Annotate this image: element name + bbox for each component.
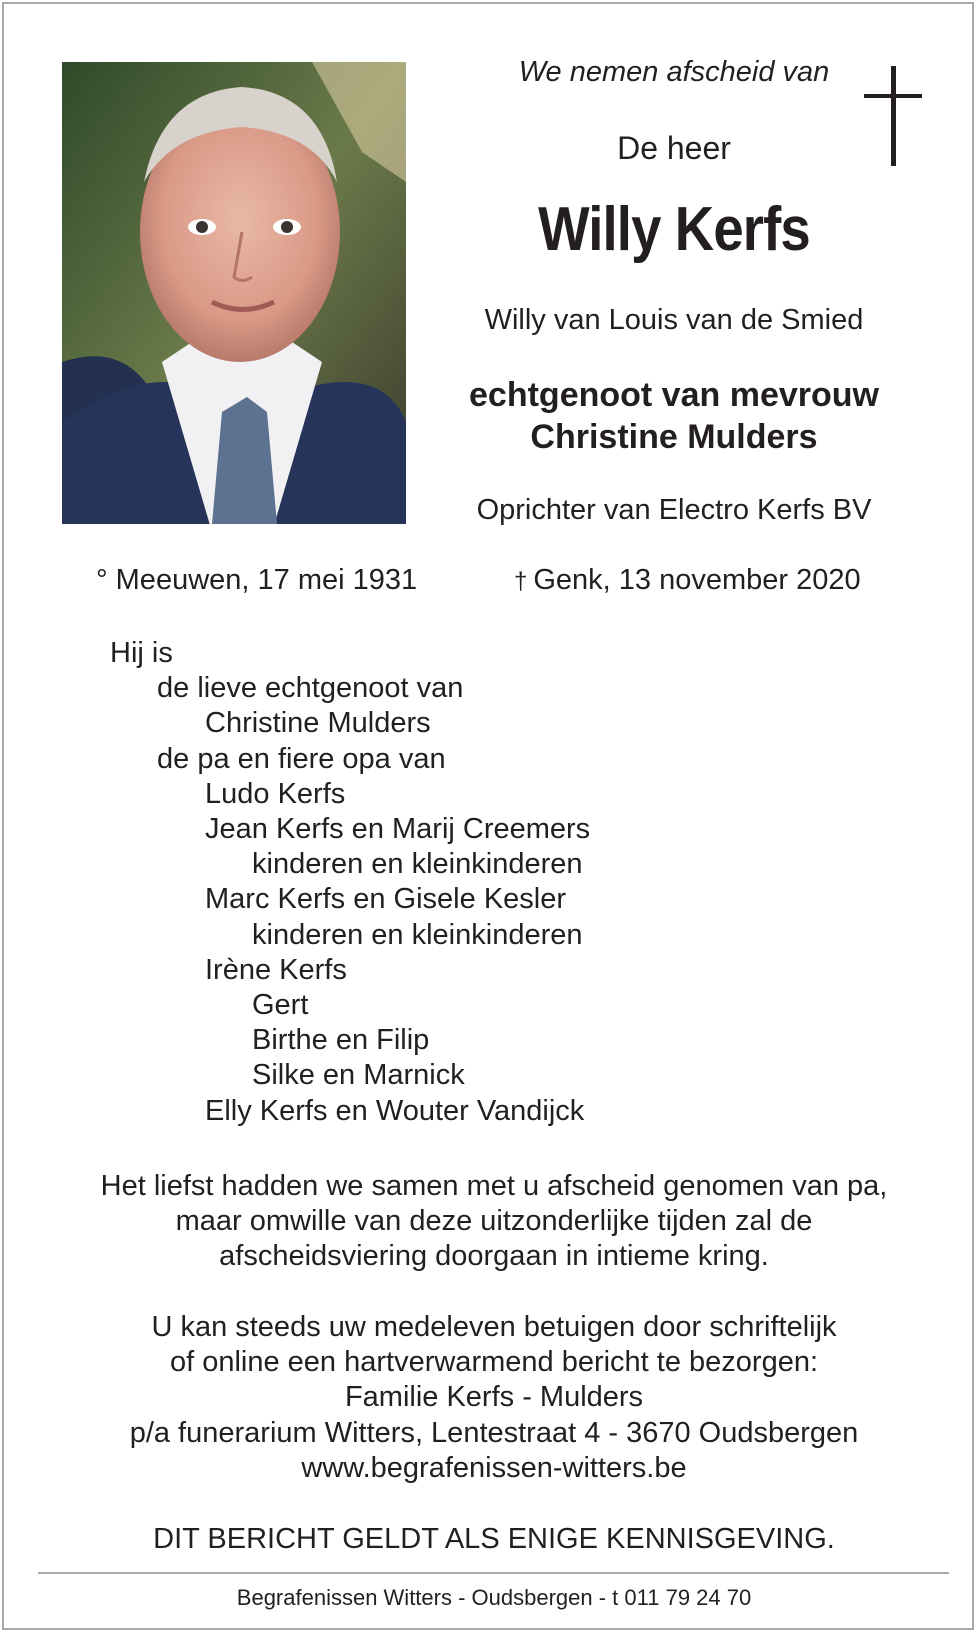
dagger-icon: † [514, 568, 528, 595]
family-line: Elly Kerfs en Wouter Vandijck [205, 1094, 585, 1127]
condolences-paragraph [44, 1310, 944, 1486]
portrait-photo [62, 62, 406, 524]
role-text: Oprichter van Electro Kerfs BV [476, 494, 872, 526]
family-line: Birthe en Filip [252, 1024, 430, 1057]
family-line: kinderen en kleinkinderen [252, 848, 583, 881]
death-info [514, 564, 861, 597]
spouse-block [444, 374, 904, 458]
title-text: De heer [617, 130, 731, 166]
message-paragraph [44, 1169, 944, 1275]
birth-info: ° Meeuwen, 17 mei 1931 [96, 564, 418, 596]
condolences-line: www.begrafenissen-witters.be [301, 1451, 687, 1484]
family-line: Silke en Marnick [252, 1059, 465, 1092]
family-list [110, 636, 590, 1129]
message-line: maar omwille van deze uitzonderlijke tijden zal de [175, 1205, 813, 1238]
family-line: Ludo Kerfs [205, 777, 346, 810]
family-line: de pa en fiere opa van [157, 742, 446, 775]
footer-text: Begrafenissen Witters - Oudsbergen - t 011 79 24 70 [236, 1585, 752, 1610]
condolences-line: U kan steeds uw medeleven betuigen door schriftelijk [151, 1311, 837, 1343]
intro-text: We nemen afscheid van [518, 56, 830, 88]
family-line: Irène Kerfs [205, 953, 347, 986]
notice-text: DIT BERICHT GELDT ALS ENIGE KENNISGEVING. [153, 1523, 835, 1555]
condolences-line: p/a funerarium Witters, Lentestraat 4 - 3670 Oudsbergen [129, 1416, 859, 1449]
nickname: Willy van Louis van de Smied [484, 304, 864, 336]
family-line: de lieve echtgenoot van [157, 672, 464, 705]
family-line: Hij is [110, 637, 173, 669]
spouse-line: echtgenoot van mevrouw [469, 376, 879, 414]
spouse-name: Christine Mulders [530, 418, 818, 456]
footer-divider [38, 1572, 949, 1574]
family-line: Jean Kerfs en Marij Creemers [205, 813, 591, 846]
death-text: Genk, 13 november 2020 [533, 564, 861, 596]
condolences-line: of online een hartverwarmend bericht te bezorgen: [169, 1346, 819, 1379]
message-line: afscheidsviering doorgaan in intieme kring. [219, 1240, 769, 1273]
cross-icon [864, 66, 926, 166]
message-line: Het liefst hadden we samen met u afscheid genomen van pa, [100, 1170, 888, 1202]
obituary-card [2, 2, 974, 1630]
family-line: kinderen en kleinkinderen [252, 918, 583, 951]
family-line: Christine Mulders [205, 707, 431, 740]
family-line: Gert [252, 989, 309, 1022]
condolences-line: Familie Kerfs - Mulders [344, 1381, 644, 1414]
deceased-name: Willy Kerfs [538, 195, 810, 264]
family-line: Marc Kerfs en Gisele Kesler [205, 883, 567, 916]
